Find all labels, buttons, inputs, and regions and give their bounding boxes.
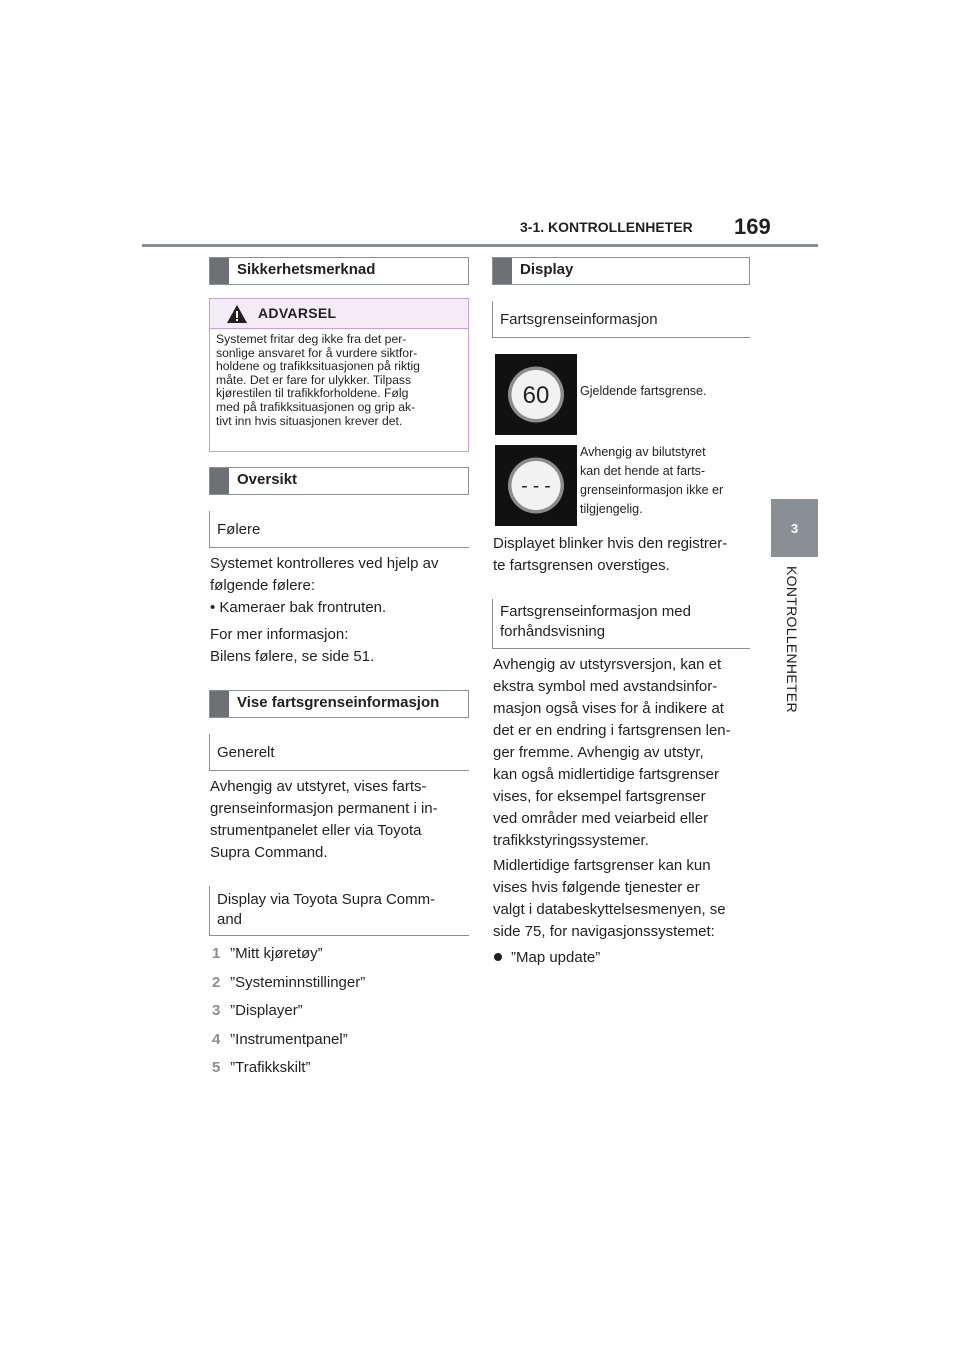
list-item: ”Map update” <box>494 947 756 969</box>
steps-list <box>212 940 472 1083</box>
blink-text: Displayet blinker hvis den registrer- te fartsgrensen overstiges. <box>493 535 728 574</box>
subheading-speed-info: Fartsgrenseinformasjon <box>492 301 750 338</box>
list-item: 5 ”Trafikkskilt” <box>212 1059 311 1076</box>
warning-triangle-icon <box>226 304 248 324</box>
more-info-text: For mer informasjon: Bilens følere, se side 51. <box>210 626 375 665</box>
section-title: 3-1. KONTROLLENHETER <box>520 219 693 235</box>
caption-current-limit: Gjeldende fartsgrense. <box>580 384 707 398</box>
general-text: Avhengig av utstyret, vises farts- grenseinformasjon permanent i in- strumentpanelet eller via Toyota Supra Command. <box>210 778 438 861</box>
list-item: 4 ”Instrumentpanel” <box>212 1030 348 1048</box>
subheading-preview: Fartsgrenseinformasjon med forhåndsvisning <box>492 599 750 649</box>
subheading-display-via: Display via Toyota Supra Comm- and <box>209 886 469 936</box>
page-number: 169 <box>734 214 771 239</box>
subheading-sensors: Følere <box>209 511 469 548</box>
section-heading-show: Vise fartsgrenseinformasjon <box>209 690 469 718</box>
chapter-tab: 3 <box>771 499 818 557</box>
warning-title: ADVARSEL <box>258 305 337 321</box>
subheading-general: Generelt <box>209 734 469 771</box>
bullet-icon <box>494 953 502 961</box>
svg-text:- - -: - - - <box>521 476 551 497</box>
preview-text: Avhengig av utstyrsversjon, kan et ekstra symbol med avstandsinfor- masjon også vises for å indikere at det er en endring i fartsgrensen len- ger fremme. Avhengig av utstyr, kan også midlertidige fartsgrenser vises, for eksempel fartsgrenser ved områder med veiarbeid eller trafikkstyringssystemer. <box>493 656 731 849</box>
warning-box <box>209 298 469 452</box>
list-item: 3 ”Displayer” <box>212 1002 303 1019</box>
warning-text: Systemet fritar deg ikke fra det per- sonlige ansvaret for å vurdere siktfor- holdene og trafikksituasjonen på riktig måte. Det er fare for ulykker. Tilpass kjørestilen til trafikkforholdene. Følg med på trafikksituasjonen og grip ak- tivt inn hvis situasjonen krever det. <box>216 332 420 428</box>
temporary-limits-text: Midlertidige fartsgrenser kan kun vises hvis følgende tjenester er valgt i databeskyttelsesmenyen, se side 75, for navigasjonssystemet: <box>493 857 726 940</box>
list-item: 2 ”Systeminnstillinger” <box>212 973 366 991</box>
list-item: 1 ”Mitt kjøretøy” <box>212 945 323 962</box>
svg-text:60: 60 <box>522 382 550 409</box>
section-heading-overview: Oversikt <box>209 467 469 495</box>
chapter-label: KONTROLLENHETER <box>784 566 800 713</box>
unknown-limit-sign-icon <box>495 445 577 526</box>
speed-limit-sign-image <box>495 354 577 435</box>
section-heading-safety: Sikkerhetsmerknad <box>209 257 469 285</box>
sensors-text: Systemet kontrolleres ved hjelp av følgende følere: • Kameraer bak frontruten. <box>210 555 439 616</box>
speed-limit-sign-icon <box>495 354 577 435</box>
unknown-speed-sign-image <box>495 445 577 526</box>
header-rule <box>142 244 818 247</box>
caption-unavailable: Avhengig av bilutstyret kan det hende at farts- grenseinformasjon ikke er tilgjengelig. <box>580 445 724 516</box>
section-heading-display: Display <box>492 257 750 285</box>
